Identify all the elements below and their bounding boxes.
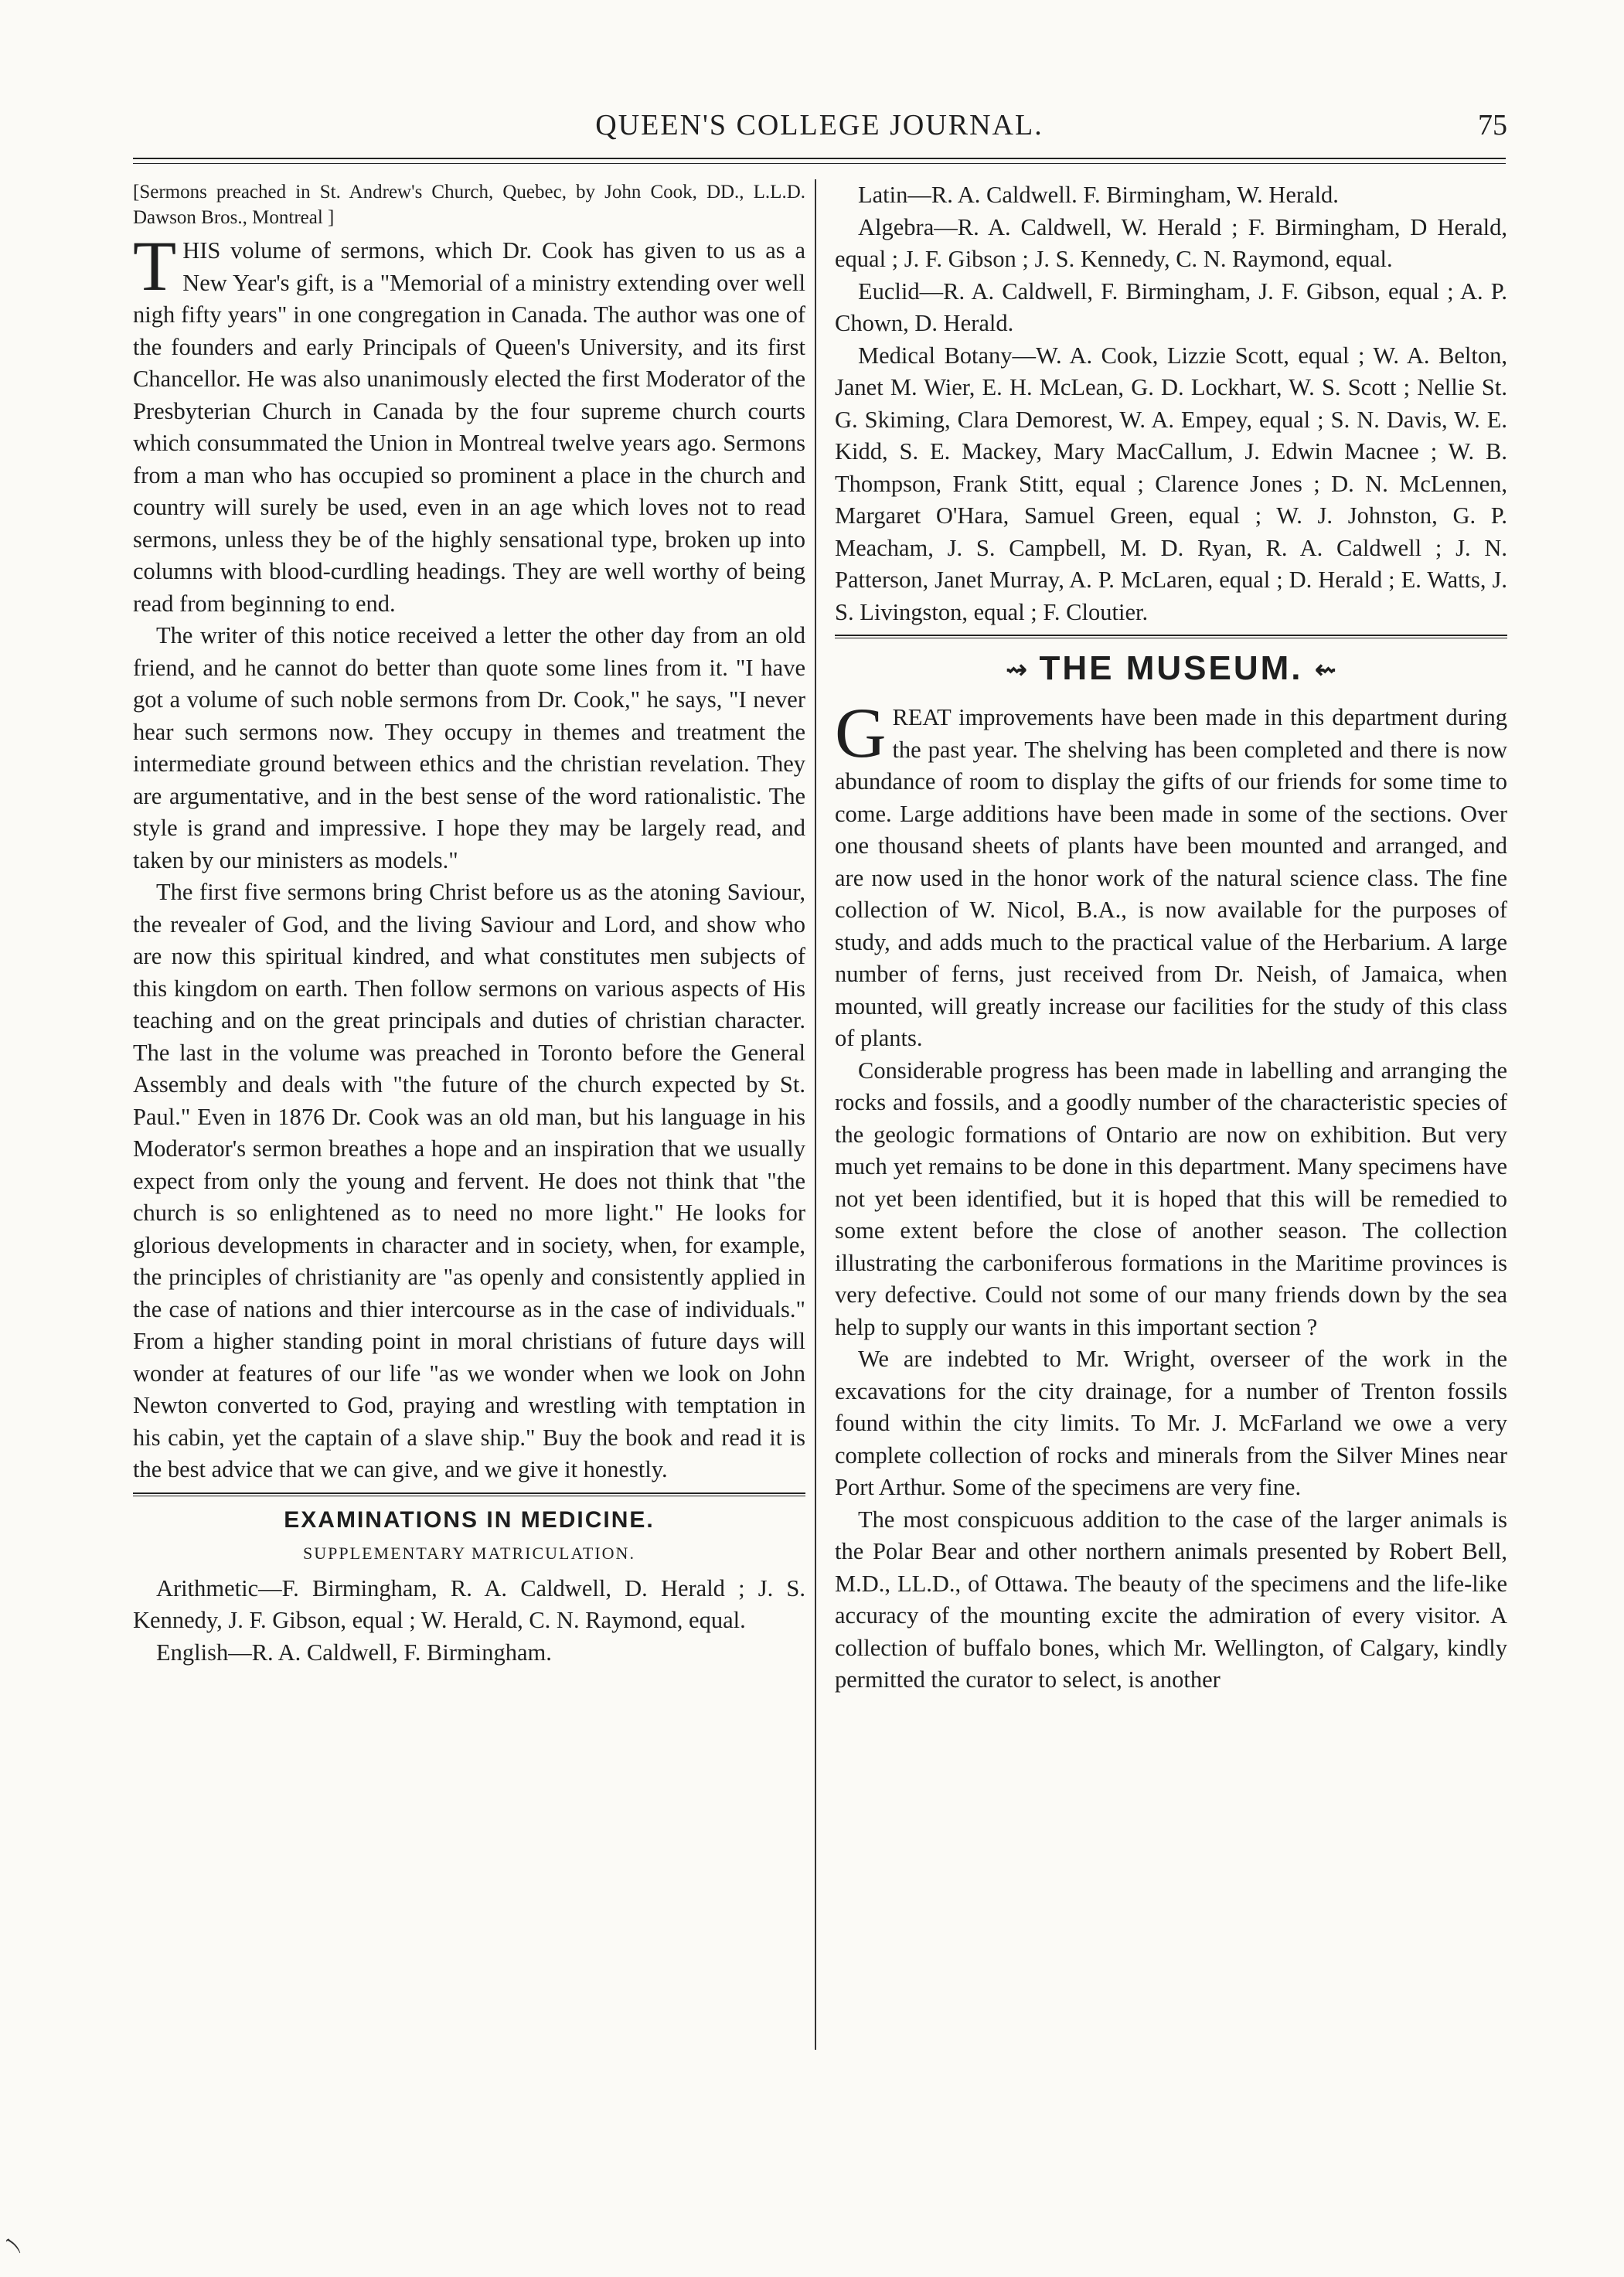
exam-heading: EXAMINATIONS IN MEDICINE. xyxy=(284,1506,655,1533)
review-paragraph-1 xyxy=(133,226,805,620)
museum-heading xyxy=(835,649,1507,687)
page-number: 75 xyxy=(1478,109,1507,141)
museum-paragraph-4: The most conspicuous addition to the case of the larger animals is the Polar Bear and other northern animals presented by Robert Bell, M.D., LL.D., of Ottawa. The beauty of the specimens and the life-like accuracy of the mounting excite the admiration of every visitor. A collection of buffalo bones, which Mr. Wellington, of Calgary, kindly permitted the curator to select, is another xyxy=(835,1506,1507,1693)
museum-paragraph-1 xyxy=(835,693,1507,1055)
exam-algebra: Algebra—R. A. Caldwell, W. Herald ; F. Birmingham, D Herald, equal ; J. F. Gibson ; J. S. Kennedy, C. N. Raymond, equal. xyxy=(835,213,1507,272)
review-paragraph-1-text: HIS volume of sermons, which Dr. Cook has given to us as a New Year's gift, is a "Memorial of a ministry extending over well nigh fifty years" in one congregation in Canada. The author was one of the founders and early Principals of Queen's University, and its first Chancellor. He was also unanimously elected the first Moderator of the Presbyterian Church in Canada by the four supreme church courts which consummated the Union in Montreal twelve years ago. Sermons from a man who has occupied so prominent a place in the church and country will surely be used, even in an age which loves not to read sermons, unless they be of the highly sensational type, broken up into columns with blood-curdling headings. They are well worthy of being read from beginning to end. xyxy=(133,237,805,617)
journal-title: QUEEN'S COLLEGE JOURNAL. xyxy=(595,109,1044,141)
exam-english: English—R. A. Caldwell, F. Birmingham. xyxy=(156,1639,552,1666)
exam-medical-botany: Medical Botany—W. A. Cook, Lizzie Scott, equal ; W. A. Belton, Janet M. Wier, E. H. McLean, G. D. Lockhart, W. S. Scott ; Nellie St. G. Skiming, Clara Demorest, W. A. Empey, equal ; S. N. Davis, W. E. Kidd, S. E. Mackey, Mary MacCallum, J. Edwin Macnee ; W. B. Thompson, Frank Stitt, equal ; Clarence Jones ; D. N. McLennen, Margaret O'Hara, Samuel Green, equal ; W. J. Johnston, G. P. Meacham, J. S. Campbell, M. D. Ryan, R. A. Caldwell ; J. N. Patterson, Janet Murray, A. P. McLaren, equal ; D. Herald ; E. Watts, J. S. Livingston, equal ; F. Cloutier. xyxy=(835,342,1507,625)
running-header xyxy=(131,108,1507,147)
ornament-left-icon: ⇝ xyxy=(1005,655,1028,685)
column-divider xyxy=(815,179,816,2050)
drop-cap: G xyxy=(835,693,887,773)
exam-subheading: SUPPLEMENTARY MATRICULATION. xyxy=(303,1544,635,1563)
header-rule xyxy=(133,158,1506,159)
book-citation: [Sermons preached in St. Andrew's Church, Quebec, by John Cook, DD., L.L.D. Dawson Bros., Montreal ] xyxy=(133,182,805,228)
right-column xyxy=(835,179,1507,1697)
section-rule xyxy=(133,1492,805,1494)
exam-euclid: Euclid—R. A. Caldwell, F. Birmingham, J. F. Gibson, equal ; A. P. Chown, D. Herald. xyxy=(835,277,1507,336)
museum-paragraph-2: Considerable progress has been made in labelling and arranging the rocks and fossils, and a goodly number of the characteristic species of the geologic formations of Ontario are now on exhibition. But very much yet remains to be done in this department. Many specimens have not yet been identified, but it is hoped that this will be remedied to some extent before the close of another season. The collection illustrating the carboniferous formations in the Maritime provinces is very defective. Could not some of our many friends down by the sea help to supply our wants in this important section ? xyxy=(835,1057,1507,1340)
exam-arithmetic: Arithmetic—F. Birmingham, R. A. Caldwell, D. Herald ; J. S. Kennedy, J. F. Gibson, equal ; W. Herald, C. N. Raymond, equal. xyxy=(133,1574,805,1633)
left-column xyxy=(133,179,805,1669)
review-paragraph-2: The writer of this notice received a letter the other day from an old friend, and he cannot do better than quote some lines from it. "I have got a volume of such noble sermons from Dr. Cook," he says, "I never hear such sermons now. They occupy in themes and treatment the intermediate ground between ethics and the christian revelation. They are argumentative, and in the best sense of the word rationalistic. The style is grand and impressive. I hope they may be largely read, and taken by our ministers as models." xyxy=(133,622,805,873)
exam-latin: Latin—R. A. Caldwell. F. Birmingham, W. Herald. xyxy=(858,182,1339,208)
museum-paragraph-1-text: REAT improvements have been made in this department during the past year. The shelving has been completed and there is now abundance of room to display the gifts of our friends for some time to come. Large additions have been made in some of the sections. Over one thousand sheets of plants have been mounted and arranged, and are now used in the honor work of the natural science class. The fine collection of W. Nicol, B.A., is now available for the purposes of study, and adds much to the practical value of the Herbarium. A large number of ferns, just received from Dr. Neish, of Jamaica, when mounted, will greatly increase our facilities for the study of this class of plants. xyxy=(835,704,1507,1052)
museum-heading-text: THE MUSEUM. xyxy=(1039,649,1303,687)
review-paragraph-3: The first five sermons bring Christ before us as the atoning Saviour, the revealer of God, and the living Saviour and Lord, and show who are now this spiritual kindred, and what constitutes men subjects of this kingdom on earth. Then follow sermons on various aspects of His teaching and on the great principals and duties of christian character. The last in the volume was preached in Toronto before the General Assembly and deals with "the future of the church expected by St. Paul." Even in 1876 Dr. Cook was an old man, but his language in his Moderator's sermon breathes a hope and an inspiration that we usually expect from only the young and fervent. He does not think that "the church is so enlightened as to need no more light." He looks for glorious developments in character and in society, when, for example, the principles of christianity are "as openly and consistently applied in the case of nations and thier intercourse as in the case of individuals." From a higher standing point in moral christians of future days will wonder at features of our life "as we wonder when we look on John Newton converted to God, praying and wrestling with temptation in his cabin, yet the captain of a slave ship." Buy the book and read it is the best advice that we can give, and we give it honestly. xyxy=(133,879,805,1482)
ornament-right-icon: ⇜ xyxy=(1314,655,1337,685)
scan-artifact-icon: ﾉ xyxy=(0,2235,29,2255)
header-rule-thin xyxy=(133,163,1506,164)
drop-cap: T xyxy=(133,226,177,305)
museum-paragraph-3: We are indebted to Mr. Wright, overseer of the work in the excavations for the city drainage, for a number of Trenton fossils found within the city limits. To Mr. J. McFarland we owe a very complete collection of rocks and minerals from the Silver Mines near Port Arthur. Some of the specimens are very fine. xyxy=(835,1346,1507,1501)
section-rule xyxy=(835,635,1507,636)
